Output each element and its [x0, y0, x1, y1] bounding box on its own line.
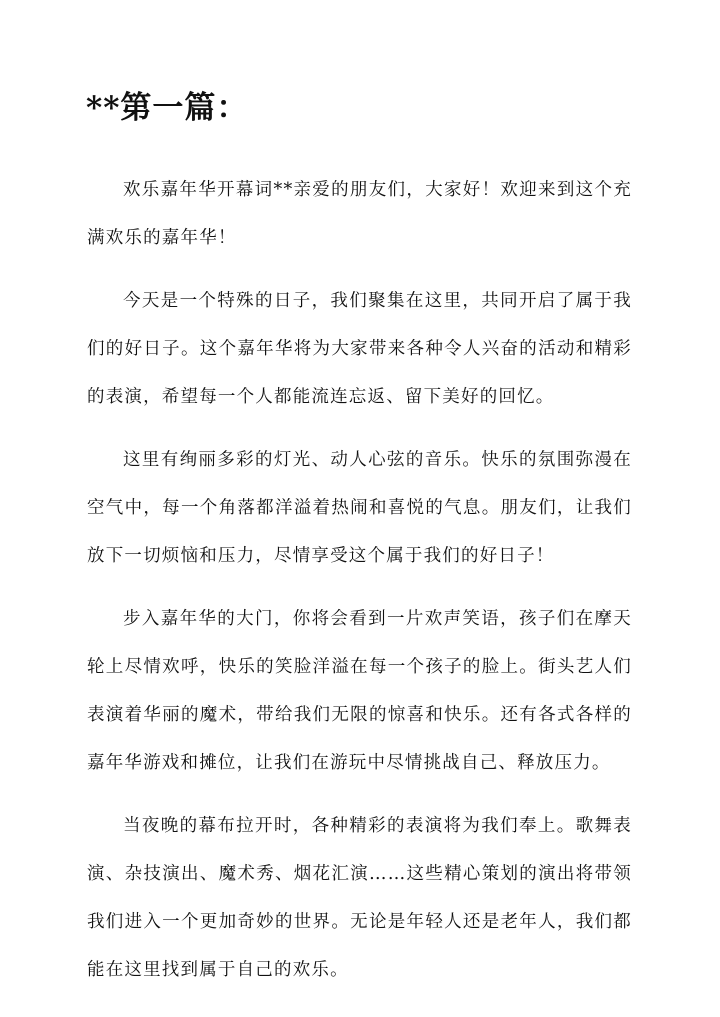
paragraph-3: 这里有绚丽多彩的灯光、动人心弦的音乐。快乐的氛围弥漫在空气中，每一个角落都洋溢着热闹和喜悦的气息。朋友们，让我们放下一切烦恼和压力，尽情享受这个属于我们的好日子！ — [87, 450, 632, 566]
paragraph-2: 今天是一个特殊的日子，我们聚集在这里，共同开启了属于我们的好日子。这个嘉年华将为大家带来各种令人兴奋的活动和精彩的表演，希望每一个人都能流连忘返、留下美好的回忆。 — [87, 291, 632, 407]
paragraph-1: 欢乐嘉年华开幕词**亲爱的朋友们，大家好！欢迎来到这个充满欢乐的嘉年华！ — [87, 180, 632, 248]
document-body — [87, 166, 632, 1009]
section-heading: **第一篇： — [86, 90, 249, 126]
paragraph-5: 当夜晚的幕布拉开时，各种精彩的表演将为我们奉上。歌舞表演、杂技演出、魔术秀、烟花汇演……这些精心策划的演出将带领我们进入一个更加奇妙的世界。无论是年轻人还是老年人，我们都能在这里找到属于自己的欢乐。 — [87, 816, 632, 980]
paragraph-4: 步入嘉年华的大门，你将会看到一片欢声笑语，孩子们在摩天轮上尽情欢呼，快乐的笑脸洋溢在每一个孩子的脸上。街头艺人们表演着华丽的魔术，带给我们无限的惊喜和快乐。还有各式各样的嘉年华游戏和摊位，让我们在游玩中尽情挑战自己、释放压力。 — [87, 609, 632, 773]
